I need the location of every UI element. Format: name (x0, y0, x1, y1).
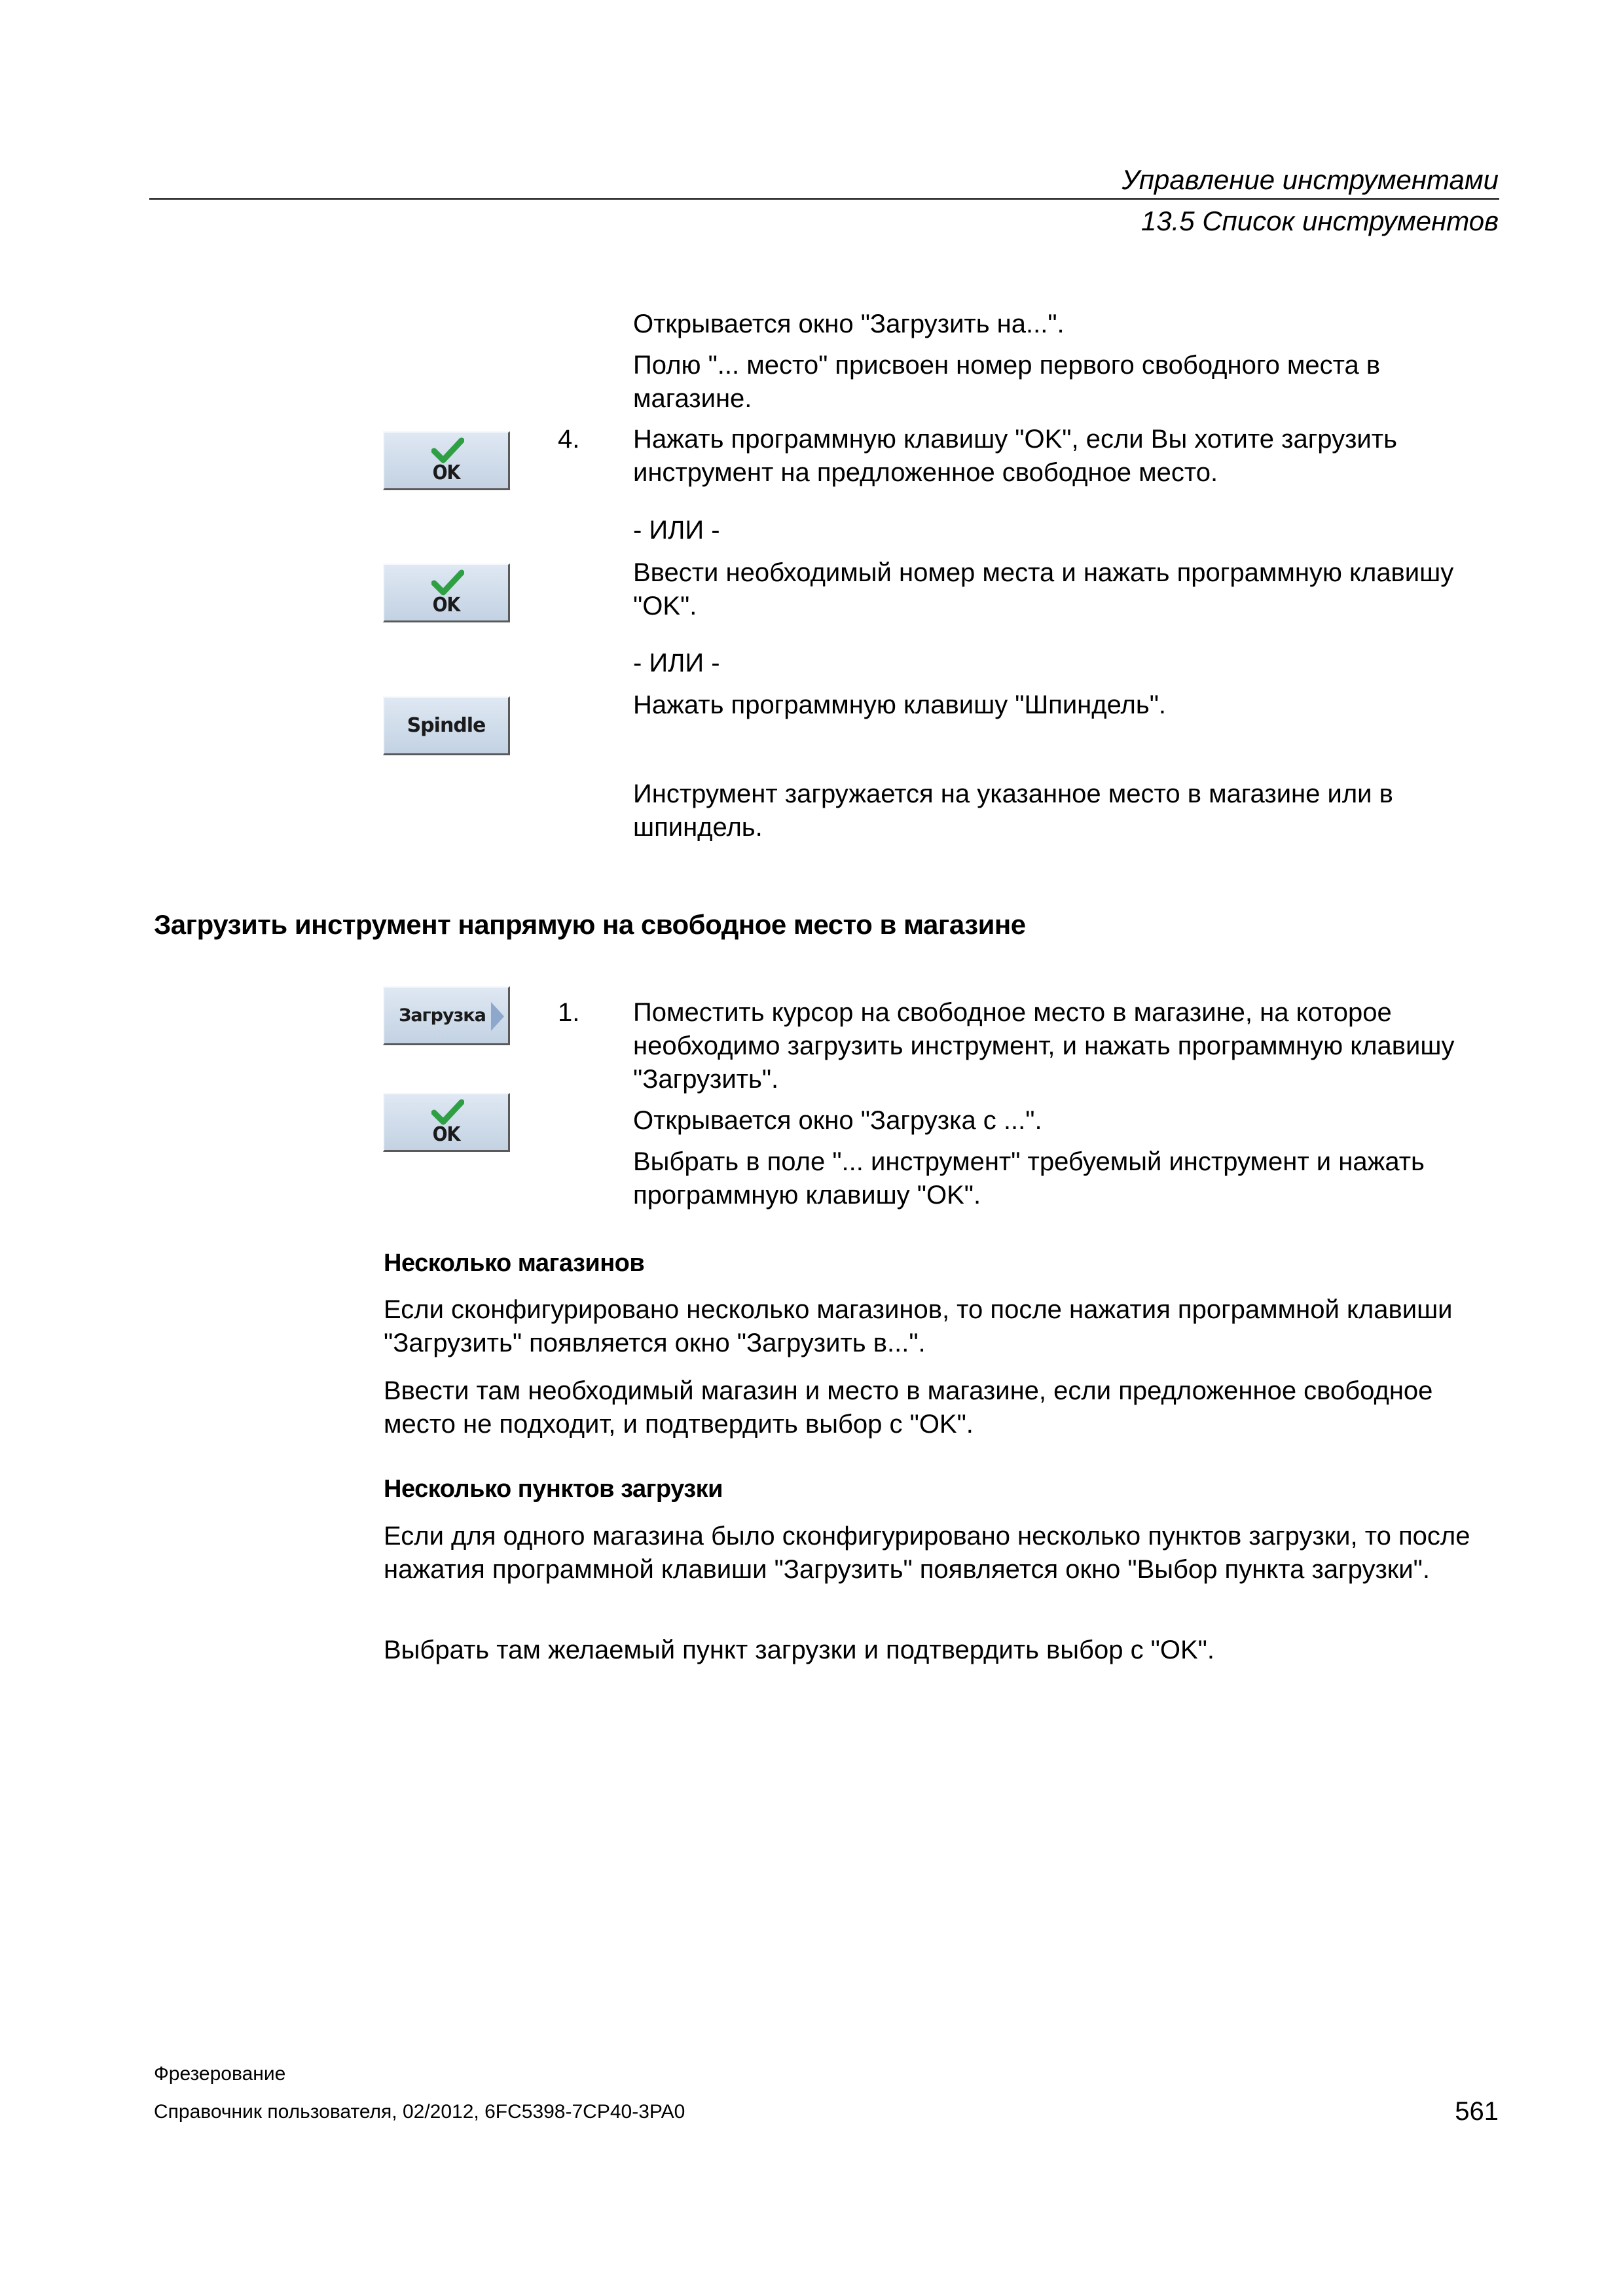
spindle-softkey[interactable] (383, 696, 510, 755)
running-header-chapter: Управление инструментами (1122, 164, 1499, 195)
ok-softkey-label: OK (432, 461, 460, 484)
step-text: Нажать программную клавишу "OK", если Вы хотите загрузить инструмент на предложенное свободное место. (633, 425, 1397, 487)
or-separator: - ИЛИ - (633, 516, 720, 545)
checkmark-icon (431, 1098, 464, 1126)
step-text: Поместить курсор на свободное место в магазине, на которое необходимо загрузить инструмент, и нажать программную клавишу "Загрузить". (633, 998, 1455, 1094)
paragraph-window-opens: Открывается окно "Загрузка с ...". (633, 1106, 1042, 1135)
paragraph-window-opens: Открывается окно "Загрузить на...". (633, 310, 1065, 338)
ok-softkey-label: OK (432, 594, 460, 617)
footer-manual-info: Справочник пользователя, 02/2012, 6FC5398-7CP40-3PA0 (154, 2101, 685, 2123)
paragraph-enter-magazine: Ввести там необходимый магазин и место в магазине, если предложенное свободное место не подходит, и подтвердить выбор с "OK". (384, 1376, 1433, 1439)
checkmark-icon (431, 569, 464, 596)
ok-softkey[interactable] (383, 431, 510, 490)
paragraph-place-number: Полю "... место" присвоен номер первого свободного места в магазине. (633, 351, 1381, 413)
subheading-multiple-magazines: Несколько магазинов (384, 1249, 645, 1277)
ok-softkey[interactable] (383, 564, 510, 622)
alternative-enter-number: Ввести необходимый номер места и нажать программную клавишу "OK". (633, 558, 1454, 620)
spindle-softkey-label: Spindle (407, 714, 486, 737)
header-rule (149, 198, 1499, 200)
footer-product: Фрезерование (154, 2063, 286, 2085)
section-heading: Загрузить инструмент напрямую на свободное место в магазине (154, 909, 1026, 940)
ok-softkey-label: OK (432, 1123, 460, 1146)
subheading-multiple-loading-points: Несколько пунктов загрузки (384, 1475, 723, 1503)
alternative-spindle: Нажать программную клавишу "Шпиндель". (633, 691, 1167, 719)
ok-softkey[interactable] (383, 1093, 510, 1152)
paragraph-multiple-loading-points: Если для одного магазина было сконфигурировано несколько пунктов загрузки, то после нажатия программной клавиши "Загрузить" появляется окно "Выбор пункта загрузки". (384, 1522, 1470, 1584)
paragraph-select-loading-point: Выбрать там желаемый пункт загрузки и подтвердить выбор с "OK". (384, 1636, 1214, 1664)
step-number: 1. (558, 998, 580, 1027)
page-number: 561 (1455, 2097, 1499, 2126)
checkmark-icon (431, 437, 464, 464)
or-separator: - ИЛИ - (633, 649, 720, 677)
step-number: 4. (558, 425, 580, 454)
paragraph-multiple-magazines: Если сконфигурировано несколько магазинов, то после нажатия программной клавиши "Загрузить" появляется окно "Загрузить в...". (384, 1295, 1453, 1357)
paragraph-select-tool: Выбрать в поле "... инструмент" требуемый инструмент и нажать программную клавишу "OK". (633, 1147, 1425, 1210)
arrow-right-icon (491, 1002, 504, 1031)
load-softkey-label: Загрузка (399, 1005, 486, 1026)
load-softkey[interactable] (383, 986, 510, 1045)
running-header-section: 13.5 Список инструментов (1140, 206, 1499, 236)
paragraph-result: Инструмент загружается на указанное место в магазине или в шпиндель. (633, 780, 1393, 842)
